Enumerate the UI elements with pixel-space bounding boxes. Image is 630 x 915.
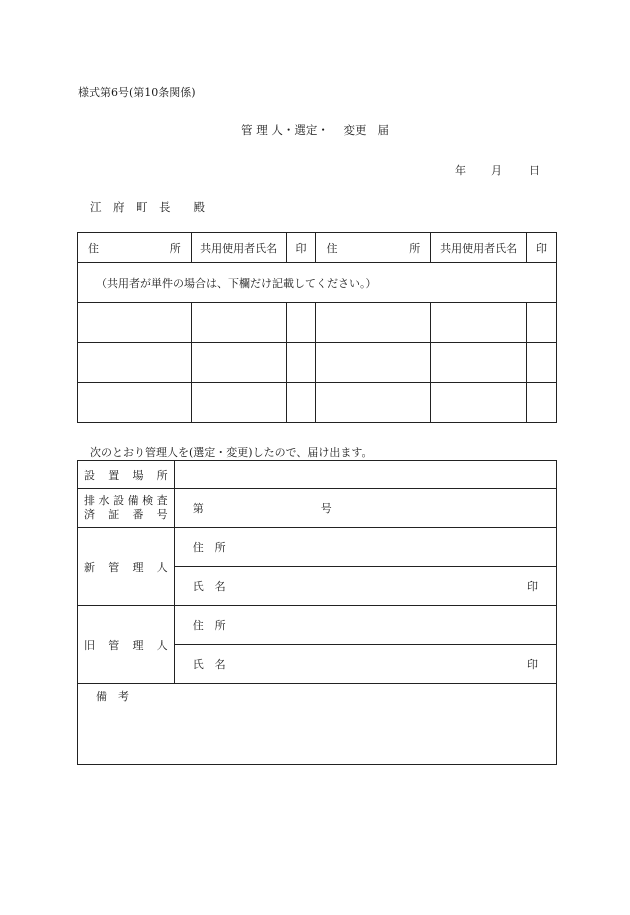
certificate-label <box>78 489 175 528</box>
title-part-2: 選定・ <box>294 123 329 137</box>
name-label: 氏 名 <box>192 658 226 671</box>
address-field[interactable] <box>78 343 192 383</box>
date-month: 月 <box>491 164 502 177</box>
title-part-1: 管 理 人・ <box>241 123 295 137</box>
address-field[interactable] <box>316 343 431 383</box>
date-row <box>455 162 540 178</box>
remarks-field[interactable] <box>78 684 557 765</box>
header-name-1: 共用使用者氏名 <box>191 233 286 263</box>
header-address-1: 住 所 <box>78 233 192 263</box>
header-address-2: 住 所 <box>316 233 431 263</box>
co-user-note: （共用者が単件の場合は、下欄だけ記載してください。） <box>78 263 557 303</box>
details-table <box>77 460 557 765</box>
co-user-row <box>78 343 557 383</box>
co-user-note-row <box>78 263 557 303</box>
new-manager-name-field[interactable] <box>174 567 556 606</box>
seal-mark: 印 <box>527 658 538 671</box>
seal-field[interactable] <box>286 303 316 343</box>
name-field[interactable] <box>191 383 286 423</box>
location-label: 設 置 場 所 <box>78 461 175 489</box>
certificate-suffix: 号 <box>320 502 332 515</box>
address-field[interactable] <box>316 303 431 343</box>
new-manager-address-field[interactable] <box>174 528 556 567</box>
old-manager-label: 旧 管 理 人 <box>78 606 175 684</box>
old-manager-name-field[interactable] <box>174 645 556 684</box>
remarks-label: 備 考 <box>96 690 129 703</box>
seal-field[interactable] <box>527 303 557 343</box>
date-day: 日 <box>529 164 540 177</box>
title-part-3: 変更 <box>343 123 367 137</box>
title-part-4: 届 <box>377 123 389 137</box>
header-name-2: 共用使用者氏名 <box>431 233 527 263</box>
certificate-prefix: 第 <box>192 502 204 515</box>
co-user-row <box>78 303 557 343</box>
new-manager-address-row <box>78 528 557 567</box>
intro-text: 次のとおり管理人を(選定・変更)したので、届け出ます。 <box>90 446 373 459</box>
seal-mark: 印 <box>527 580 538 593</box>
remarks-row <box>78 684 557 765</box>
seal-field[interactable] <box>286 383 316 423</box>
location-field[interactable] <box>174 461 556 489</box>
old-manager-address-row <box>78 606 557 645</box>
seal-field[interactable] <box>286 343 316 383</box>
seal-field[interactable] <box>527 343 557 383</box>
co-user-header-row <box>78 233 557 263</box>
co-user-row <box>78 383 557 423</box>
location-row <box>78 461 557 489</box>
name-field[interactable] <box>431 303 527 343</box>
header-seal-1: 印 <box>286 233 316 263</box>
certificate-row <box>78 489 557 528</box>
certificate-label-line-2: 済 証 番 号 <box>84 508 168 521</box>
certificate-label-line-1: 排水設備検査 <box>84 494 168 507</box>
name-field[interactable] <box>431 343 527 383</box>
co-user-table <box>77 232 557 423</box>
addressee: 江 府 町 長 殿 <box>90 200 205 214</box>
old-manager-address-field[interactable] <box>174 606 556 645</box>
address-label: 住 所 <box>192 541 226 554</box>
seal-field[interactable] <box>527 383 557 423</box>
address-field[interactable] <box>316 383 431 423</box>
name-label: 氏 名 <box>192 580 226 593</box>
address-field[interactable] <box>78 383 192 423</box>
name-field[interactable] <box>191 303 286 343</box>
date-year: 年 <box>455 164 466 177</box>
address-label: 住 所 <box>192 619 226 632</box>
address-field[interactable] <box>78 303 192 343</box>
name-field[interactable] <box>431 383 527 423</box>
document-title <box>0 122 630 138</box>
header-seal-2: 印 <box>527 233 557 263</box>
new-manager-label: 新 管 理 人 <box>78 528 175 606</box>
name-field[interactable] <box>191 343 286 383</box>
certificate-number-field[interactable] <box>174 489 556 528</box>
form-number: 様式第6号(第10条関係) <box>78 86 196 99</box>
